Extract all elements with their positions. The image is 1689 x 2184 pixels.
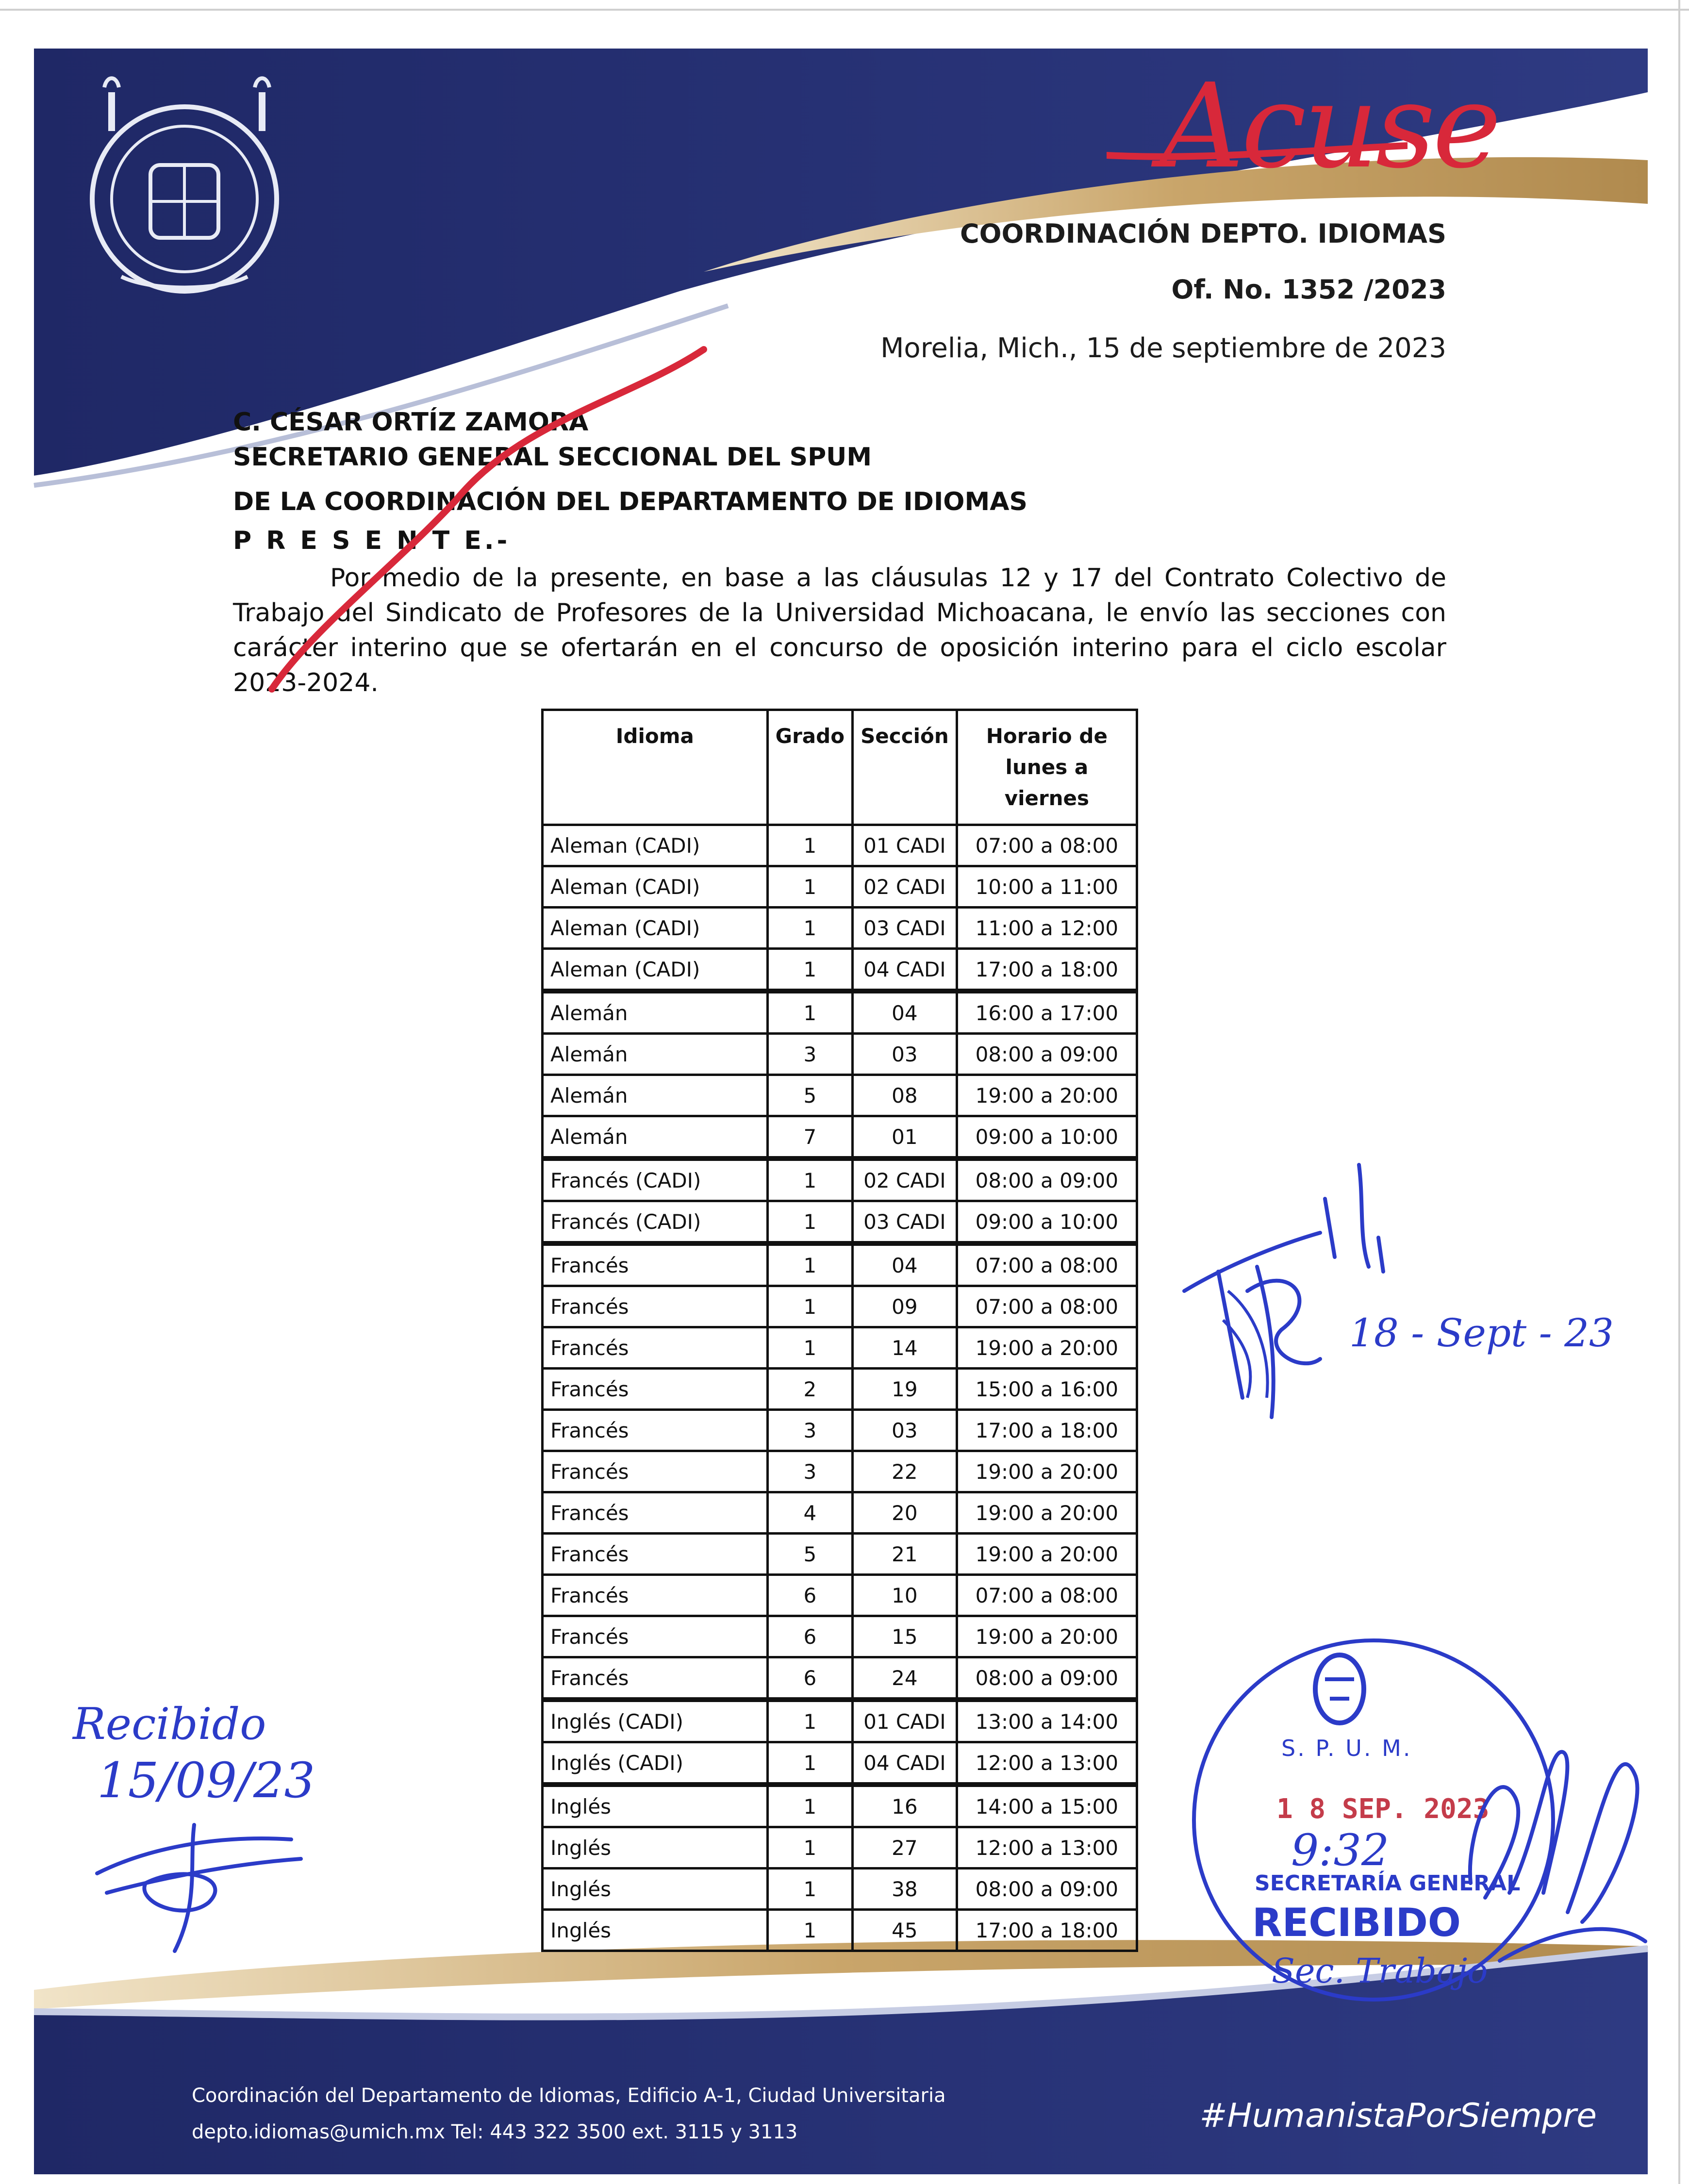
table-row [543,1158,1137,1201]
cell-idioma: Francés [543,1410,768,1451]
cell-grado: 1 [767,825,852,866]
cell-horario: 09:00 a 10:00 [957,1201,1137,1244]
cell-idioma: Alemán [543,1116,768,1159]
footer-address: Coordinación del Departamento de Idiomas, Edificio A-1, Ciudad Universitaria [192,2085,946,2107]
cell-horario: 12:00 a 13:00 [957,1742,1137,1785]
cell-seccion: 04 CADI [853,949,957,992]
stamp-date: 1 8 SEP. 2023 [1276,1793,1490,1825]
cell-horario: 17:00 a 18:00 [957,1410,1137,1451]
cell-seccion: 03 CADI [853,1201,957,1244]
cell-idioma: Francés [543,1243,768,1286]
table-row [543,1657,1137,1700]
cell-seccion: 21 [853,1534,957,1575]
table-row [543,1575,1137,1616]
cell-idioma: Inglés (CADI) [543,1700,768,1742]
cell-idioma: Francés [543,1451,768,1492]
cell-idioma: Inglés (CADI) [543,1742,768,1785]
table-row [543,1451,1137,1492]
cell-seccion: 03 CADI [853,908,957,949]
cell-seccion: 03 [853,1034,957,1075]
cell-seccion: 09 [853,1286,957,1327]
header-idioma: Idioma [543,710,768,825]
table-row [543,1785,1137,1827]
cell-horario: 14:00 a 15:00 [957,1785,1137,1827]
sections-table [541,709,1138,1952]
cell-seccion: 02 CADI [853,1158,957,1201]
cell-grado: 1 [767,1869,852,1910]
cell-horario: 19:00 a 20:00 [957,1616,1137,1657]
cell-idioma: Francés [543,1534,768,1575]
cell-seccion: 27 [853,1827,957,1869]
table-row [543,1116,1137,1159]
cell-seccion: 01 [853,1116,957,1159]
table-row [543,1700,1137,1742]
stamp-office: SECRETARÍA GENERAL [1255,1871,1521,1896]
cell-seccion: 04 [853,1243,957,1286]
cell-idioma: Francés [543,1492,768,1534]
cell-grado: 1 [767,1700,852,1742]
cell-seccion: 24 [853,1657,957,1700]
place-date: Morelia, Mich., 15 de septiembre de 2023 [880,332,1446,364]
cell-grado: 4 [767,1492,852,1534]
footer-contact: depto.idiomas@umich.mx Tel: 443 322 3500 ext. 3115 y 3113 [192,2121,798,2143]
cell-seccion: 02 CADI [853,866,957,908]
cell-horario: 08:00 a 09:00 [957,1869,1137,1910]
received-note-signature [87,1805,320,1961]
cell-horario: 13:00 a 14:00 [957,1700,1137,1742]
cell-horario: 07:00 a 08:00 [957,825,1137,866]
cell-grado: 3 [767,1410,852,1451]
cell-seccion: 01 CADI [853,825,957,866]
cell-horario: 19:00 a 20:00 [957,1075,1137,1116]
cell-horario: 19:00 a 20:00 [957,1492,1137,1534]
cell-idioma: Aleman (CADI) [543,825,768,866]
cell-grado: 1 [767,1286,852,1327]
cell-horario: 07:00 a 08:00 [957,1286,1137,1327]
cell-idioma: Inglés [543,1785,768,1827]
cell-seccion: 04 [853,991,957,1034]
cell-horario: 17:00 a 18:00 [957,1910,1137,1951]
stamp-org: S. P. U. M. [1281,1735,1412,1761]
cell-horario: 19:00 a 20:00 [957,1327,1137,1369]
table-row [543,825,1137,866]
cell-grado: 2 [767,1369,852,1410]
cell-grado: 1 [767,1910,852,1951]
cell-idioma: Francés [543,1657,768,1700]
cell-horario: 08:00 a 09:00 [957,1034,1137,1075]
signature-date: 18 - Sept - 23 [1349,1310,1614,1356]
cell-idioma: Alemán [543,991,768,1034]
table-row [543,1369,1137,1410]
cell-idioma: Francés [543,1286,768,1327]
stamp-time: 9:32 [1291,1825,1390,1876]
table-row [543,1869,1137,1910]
cell-horario: 08:00 a 09:00 [957,1158,1137,1201]
office-number: Of. No. 1352 /2023 [1171,274,1446,305]
cell-horario: 11:00 a 12:00 [957,908,1137,949]
cell-idioma: Alemán [543,1075,768,1116]
cell-idioma: Aleman (CADI) [543,908,768,949]
table-row [543,1286,1137,1327]
presente: P R E S E N T E.- [233,526,511,555]
cell-idioma: Francés [543,1575,768,1616]
table-row [543,991,1137,1034]
table-row [543,1243,1137,1286]
cell-idioma: Francés [543,1369,768,1410]
recipient-name: C. CÉSAR ORTÍZ ZAMORA [233,408,589,437]
cell-horario: 12:00 a 13:00 [957,1827,1137,1869]
table-row [543,1410,1137,1451]
cell-idioma: Aleman (CADI) [543,866,768,908]
cell-horario: 15:00 a 16:00 [957,1369,1137,1410]
cell-seccion: 22 [853,1451,957,1492]
body-paragraph-text: Por medio de la presente, en base a las cláusulas 12 y 17 del Contrato Colectivo de Trabajo del Sindicato de Profesores de la Universidad Michoacana, le envío las secciones con carácter interino que se ofertarán en el concurso de oposición interino para el ciclo escolar 2023-2024. [233,563,1446,697]
received-note-line2: 15/09/23 [97,1752,315,1809]
cell-grado: 7 [767,1116,852,1159]
cell-grado: 1 [767,949,852,992]
recipient-title-line1: SECRETARIO GENERAL SECCIONAL DEL SPUM [233,443,872,472]
cell-idioma: Francés [543,1616,768,1657]
cell-grado: 1 [767,1785,852,1827]
table-row [543,908,1137,949]
table-row [543,1327,1137,1369]
recipient-title-line2: DE LA COORDINACIÓN DEL DEPARTAMENTO DE IDIOMAS [233,487,1027,516]
acuse-handwritten-mark: Acuse [1160,58,1499,194]
cell-seccion: 10 [853,1575,957,1616]
cell-horario: 09:00 a 10:00 [957,1116,1137,1159]
cell-seccion: 45 [853,1910,957,1951]
cell-grado: 3 [767,1034,852,1075]
cell-horario: 19:00 a 20:00 [957,1534,1137,1575]
cell-grado: 1 [767,866,852,908]
footer-hashtag: #HumanistaPorSiempre [1199,2097,1597,2135]
cell-grado: 3 [767,1451,852,1492]
red-strike-line [252,340,718,699]
cell-seccion: 19 [853,1369,957,1410]
table-row [543,1827,1137,1869]
cell-horario: 10:00 a 11:00 [957,866,1137,908]
cell-horario: 16:00 a 17:00 [957,991,1137,1034]
table-row [543,866,1137,908]
table-row [543,1492,1137,1534]
cell-grado: 5 [767,1534,852,1575]
table-header-row [543,710,1137,825]
cell-grado: 1 [767,1742,852,1785]
header-grado: Grado [767,710,852,825]
university-seal-icon [78,73,291,301]
header-horario: Horario de lunes a viernes [957,710,1137,825]
cell-seccion: 14 [853,1327,957,1369]
cell-horario: 08:00 a 09:00 [957,1657,1137,1700]
header-seccion: Sección [853,710,957,825]
cell-idioma: Francés (CADI) [543,1158,768,1201]
cell-seccion: 20 [853,1492,957,1534]
cell-horario: 19:00 a 20:00 [957,1451,1137,1492]
cell-horario: 07:00 a 08:00 [957,1575,1137,1616]
cell-grado: 1 [767,1327,852,1369]
acuse-underline [1107,136,1408,175]
stamp-handwritten: Sec. Trabajo [1272,1951,1488,1991]
cell-idioma: Inglés [543,1910,768,1951]
stamp-status: RECIBIDO [1252,1900,1461,1945]
cell-grado: 1 [767,908,852,949]
cell-grado: 6 [767,1657,852,1700]
department-heading: COORDINACIÓN DEPTO. IDIOMAS [960,218,1446,249]
cell-seccion: 04 CADI [853,1742,957,1785]
stamp-signature [1451,1689,1655,2000]
cell-idioma: Francés (CADI) [543,1201,768,1244]
cell-idioma: Francés [543,1327,768,1369]
cell-grado: 6 [767,1616,852,1657]
table-row [543,1201,1137,1244]
cell-seccion: 15 [853,1616,957,1657]
received-note-line1: Recibido [73,1699,266,1750]
cell-horario: 07:00 a 08:00 [957,1243,1137,1286]
cell-grado: 6 [767,1575,852,1616]
cell-grado: 1 [767,1827,852,1869]
table-row [543,1075,1137,1116]
cell-seccion: 08 [853,1075,957,1116]
table-row [543,1742,1137,1785]
cell-idioma: Aleman (CADI) [543,949,768,992]
cell-grado: 1 [767,991,852,1034]
cell-seccion: 03 [853,1410,957,1451]
cell-seccion: 16 [853,1785,957,1827]
cell-grado: 1 [767,1201,852,1244]
cell-idioma: Alemán [543,1034,768,1075]
cell-horario: 17:00 a 18:00 [957,949,1137,992]
cell-idioma: Inglés [543,1827,768,1869]
table-row [543,1534,1137,1575]
table-row [543,1616,1137,1657]
table-row [543,1034,1137,1075]
cell-seccion: 01 CADI [853,1700,957,1742]
cell-seccion: 38 [853,1869,957,1910]
cell-grado: 1 [767,1158,852,1201]
table-row [543,1910,1137,1951]
cell-grado: 1 [767,1243,852,1286]
cell-grado: 5 [767,1075,852,1116]
handwritten-signature-right [1175,1145,1446,1427]
cell-idioma: Inglés [543,1869,768,1910]
table-row [543,949,1137,992]
